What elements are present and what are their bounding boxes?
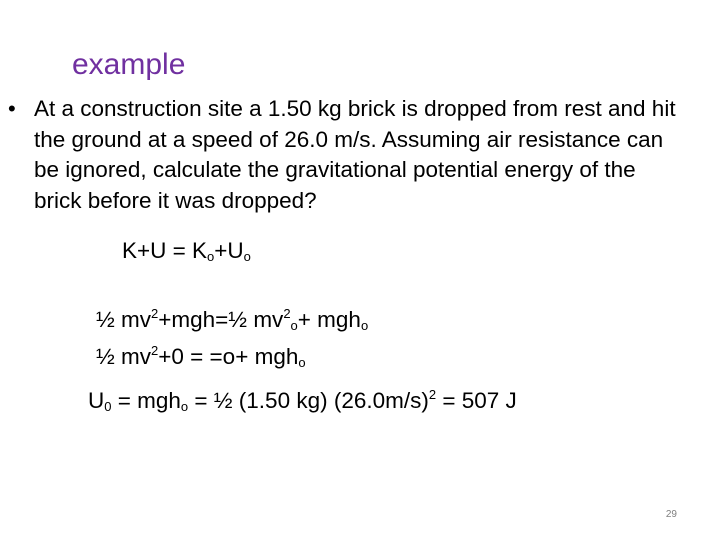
eq4-subscript: 0 bbox=[104, 399, 112, 414]
eq3-part: +0 = =o+ mgh bbox=[158, 344, 299, 369]
eq3-subscript: o bbox=[298, 355, 306, 370]
eq2-superscript: 2 bbox=[151, 306, 159, 321]
page-number: 29 bbox=[665, 509, 677, 520]
eq2-part: +mgh=½ mv bbox=[158, 307, 284, 332]
eq2-part: + mgh bbox=[297, 307, 361, 332]
eq3-superscript: 2 bbox=[151, 343, 159, 358]
eq1-subscript: o bbox=[207, 249, 215, 264]
eq1-subscript: o bbox=[243, 249, 251, 264]
eq4-part: = mgh bbox=[111, 388, 181, 413]
eq2-subscript: o bbox=[290, 318, 298, 333]
potential-energy-result bbox=[88, 387, 517, 414]
eq2-superscript: 2 bbox=[283, 306, 291, 321]
eq3-part: ½ mv bbox=[96, 344, 152, 369]
energy-conservation-equation bbox=[122, 238, 251, 264]
eq4-part: = 507 J bbox=[436, 388, 517, 413]
eq1-part: K+U = K bbox=[122, 238, 208, 263]
problem-statement: At a construction site a 1.50 kg brick is dropped from rest and hit the ground at a speed of 26.0 m/s. Assuming air resistance can be ignored, calculate the gravitational potential energy of the brick before it was dropped? bbox=[34, 96, 676, 213]
eq4-subscript: o bbox=[180, 399, 189, 414]
eq4-part: U bbox=[88, 388, 105, 413]
bullet-icon: • bbox=[8, 96, 16, 121]
eq2-part: ½ mv bbox=[96, 307, 152, 332]
eq4-superscript: 2 bbox=[428, 387, 437, 402]
eq2-subscript: o bbox=[360, 318, 369, 333]
eq4-part: = ½ (1.50 kg) (26.0m/s) bbox=[188, 388, 429, 413]
substituted-energy-equation bbox=[96, 343, 306, 370]
eq1-part: +U bbox=[214, 238, 244, 263]
slide-title: example bbox=[72, 48, 186, 81]
expanded-energy-equation bbox=[96, 306, 368, 333]
